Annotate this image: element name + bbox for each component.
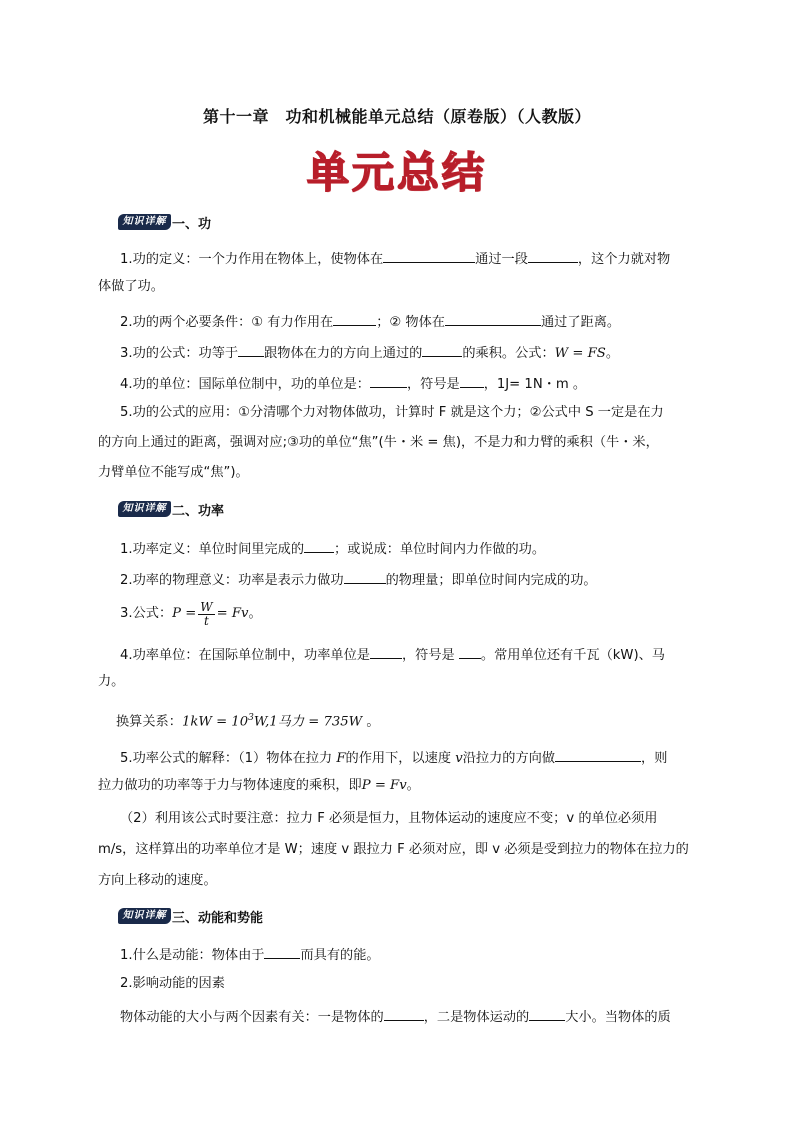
work-conditions: 2.功的两个必要条件：① 有力作用在 ；② 物体在 通过了距离。 <box>120 311 620 332</box>
answer-blank[interactable] <box>304 538 334 553</box>
work-formula: 3.功的公式：功等于 跟物体在力的方向上通过的 的乘积。公式：W = FS。 <box>120 342 619 363</box>
power-formula: 3.公式： P = $\frac{W}{t}$ = Fv 。 <box>120 599 262 628</box>
knowledge-badge: 知识详解 <box>118 908 171 924</box>
answer-blank[interactable] <box>422 342 462 357</box>
unit-summary-heading: 单元总结 <box>306 148 487 197</box>
kinetic-energy-definition: 1.什么是动能：物体由于 而具有的能。 <box>120 944 380 965</box>
document-title: 第十一章 功和机械能单元总结（原卷版）（人教版） <box>202 107 591 126</box>
work-application-cont: 力臂单位不能写成“焦”)。 <box>98 465 249 480</box>
section-heading-power <box>118 500 224 518</box>
power-meaning: 2.功率的物理意义：功率是表示力做功 的物理量；即单位时间内完成的功。 <box>120 569 597 590</box>
work-formula-expression: W = FS <box>554 346 606 361</box>
power-note: （2）利用该公式时要注意：拉力 F 必须是恒力，且物体运动的速度应不变；v 的单位必须用 <box>120 811 658 826</box>
answer-blank[interactable] <box>459 644 481 659</box>
section-heading-work <box>118 213 211 231</box>
power-explanation-cont: 拉力做功的功率等于力与物体速度的乘积，即P = Fv。 <box>98 778 420 793</box>
work-application-cont: 的方向上通过的距离，强调对应;③功的单位“焦”(牛・米 = 焦)，不是力和力臂的乘积（牛・米， <box>98 435 659 450</box>
work-definition: 1.功的定义：一个力作用在物体上，使物体在 通过一段 ，这个力就对物 <box>120 248 670 269</box>
answer-blank[interactable] <box>528 248 578 263</box>
answer-blank[interactable] <box>333 311 376 326</box>
power-unit-cont: 力。 <box>98 674 125 689</box>
kinetic-energy-factors: 物体动能的大小与两个因素有关：一是物体的 ，二是物体运动的 大小。当物体的质 <box>120 1006 671 1027</box>
answer-blank[interactable] <box>460 373 484 388</box>
work-unit: 4.功的单位：国际单位制中，功的单位是： ，符号是 ，1J= 1N・m 。 <box>120 373 586 394</box>
power-definition: 1.功率定义：单位时间里完成的 ；或说成：单位时间内力作做的功。 <box>120 538 545 559</box>
knowledge-badge: 知识详解 <box>118 214 171 230</box>
power-note-cont: m/s，这样算出的功率单位才是 W；速度 v 跟拉力 F 必须对应，即 v 必须是受到拉力的物体在拉力的 <box>98 842 689 857</box>
answer-blank[interactable] <box>529 1006 565 1021</box>
answer-blank[interactable] <box>555 747 641 762</box>
section-title: 三、动能和势能 <box>172 910 264 926</box>
answer-blank[interactable] <box>370 373 407 388</box>
section-title: 二、功率 <box>172 503 225 519</box>
power-explanation: 5.功率公式的解释：（1）物体在拉力 F的作用下，以速度 v沿拉力的方向做 ，则 <box>120 747 667 768</box>
power-conversion: 换算关系：$1kW = 10^3W,1$马力 = 735W 。 <box>116 713 380 730</box>
answer-blank[interactable] <box>445 311 541 326</box>
section-title: 一、功 <box>172 216 212 232</box>
answer-blank[interactable] <box>370 644 402 659</box>
power-unit: 4.功率单位：在国际单位制中，功率单位是 ，符号是 。常用单位还有千瓦（kW)、马 <box>120 644 665 665</box>
work-application: 5.功的公式的应用：①分清哪个力对物体做功，计算时 F 就是这个力；②公式中 S 一定是在力 <box>120 405 664 420</box>
power-note-cont: 方向上移动的速度。 <box>98 873 217 888</box>
answer-blank[interactable] <box>384 1006 424 1021</box>
knowledge-badge: 知识详解 <box>118 501 171 517</box>
answer-blank[interactable] <box>344 569 386 584</box>
kinetic-energy-factors-heading: 2.影响动能的因素 <box>120 976 225 991</box>
answer-blank[interactable] <box>264 944 300 959</box>
section-heading-energy <box>118 907 263 925</box>
answer-blank[interactable] <box>383 248 475 263</box>
answer-blank[interactable] <box>238 342 264 357</box>
work-over-time-fraction: $\frac{W}{t}$ <box>200 599 213 628</box>
work-definition-cont: 体做了功。 <box>98 279 164 294</box>
